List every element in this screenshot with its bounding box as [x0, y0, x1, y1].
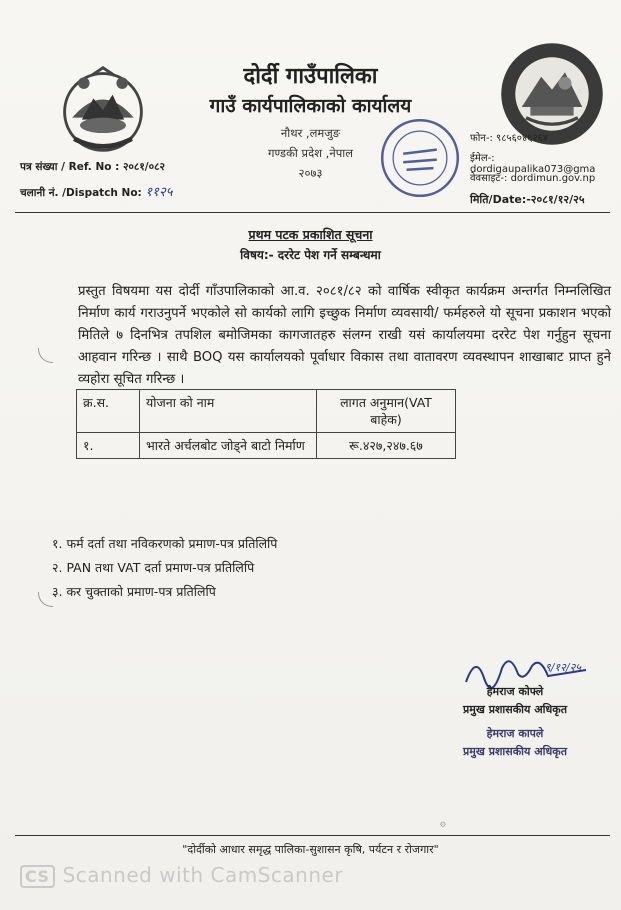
website-address: वेवसाइट-: dordimun.gov.np — [470, 173, 596, 184]
dispatch-number: ११२५ — [145, 185, 173, 200]
letter-date: मिति/Date:-२०८१/१२/२५ — [470, 193, 585, 206]
decorative-mark: ۞ — [440, 818, 446, 829]
table-cell: १. — [77, 433, 140, 459]
scan-artifact — [38, 592, 53, 607]
signer-name: हेमराज कोफ्ले — [486, 685, 544, 698]
signer-designation: प्रमुख प्रशासकीय अधिकृत — [463, 703, 567, 716]
address-line: नौथर ,लमजुङ — [280, 126, 341, 140]
header-divider — [15, 212, 610, 213]
designation-stamp: प्रमुख प्रशासकीय अधिकृत — [463, 745, 567, 758]
table-row — [77, 433, 456, 459]
scanner-watermark — [20, 863, 343, 888]
dispatch-label: चलानी नं. /Dispatch No: — [20, 187, 142, 199]
table-cell: भारते अर्चलबोट जोड्ने बाटो निर्माण — [140, 433, 317, 459]
address-line: गण्डकी प्रदेश ,नेपाल — [267, 146, 354, 160]
requirements-list — [52, 532, 277, 604]
notice-subject: विषय:- दररेट पेश गर्ने सम्बन्धमा — [240, 248, 381, 262]
office-stamp-icon — [378, 116, 462, 200]
email-address: ईमेल-: dordigaupalika073@gma — [470, 153, 596, 175]
reference-number: पत्र संख्या / Ref. No : २०८१/०८२ — [20, 161, 166, 173]
table-cell: रू.४२७,२४७.६७ — [317, 433, 456, 459]
table-header-cell: लागत अनुमान(VAT बाहेक) — [317, 390, 456, 433]
notice-title: प्रथम पटक प्रकाशित सूचना — [248, 227, 373, 242]
footer-divider — [15, 835, 610, 836]
dispatch-line — [20, 182, 172, 200]
list-item: १. फर्म दर्ता तथा नविकरणको प्रमाण-पत्र प्रतिलिपि — [52, 536, 278, 551]
watermark-text: Scanned with CamScanner — [62, 863, 344, 887]
camscanner-logo-icon: CS — [20, 865, 55, 888]
notice-body: प्रस्तुत विषयमा यस दोर्दी गाँउपालिकाको आ.व. २०८१/८२ को वार्षिक स्वीकृत कार्यक्रम अन्तर्गत निम्नलिखित निर्माण कार्य गराउनुपर्ने भएकोले सो कार्यको लागि इच्छुक निर्माण व्यवसायी/ फर्महरुले यो सूचना प्रकाशन भएको मितिले ७ दिनभित्र तपशिल बमोजिमका कागजातहरु संलग्न राखी यसं कार्यालयमा दररेट पेश गर्नुहुन सूचना आहवान गरिन्छ । साथै BOQ यस कार्यालयको पूर्वाधार विकास तथा वातावरण व्यवस्थापन शाखाबाट प्राप्त हुने व्यहोरा सूचित गरिन्छ । — [78, 284, 611, 387]
address-line: २०७३ — [298, 166, 323, 180]
name-stamp: हेमराज कापले — [486, 727, 544, 740]
list-item: ३. कर चुक्ताको प्रमाण-पत्र प्रतिलिपि — [52, 584, 216, 599]
table-header-row — [77, 390, 456, 433]
signature-date: ९/१२/२५ — [545, 661, 582, 674]
list-item: २. PAN तथा VAT दर्ता प्रमाण-पत्र प्रतिलिपि — [52, 560, 255, 575]
organization-name: दोर्दी गाउँपालिका — [243, 64, 378, 89]
office-name: गाउँ कार्यपालिकाको कार्यालय — [209, 95, 412, 117]
phone-number: फोन-: ९८५६०४६२६४ — [470, 133, 549, 144]
project-table — [76, 389, 456, 459]
table-header-cell: क्र.स. — [77, 390, 140, 433]
table-header-cell: योजना को नाम — [140, 390, 317, 433]
scan-artifact — [38, 348, 53, 363]
footer-slogan: "दोर्दीको आधार समृद्ध पालिका-सुशासन कृषि, पर्यटन र रोजगार" — [182, 843, 439, 856]
